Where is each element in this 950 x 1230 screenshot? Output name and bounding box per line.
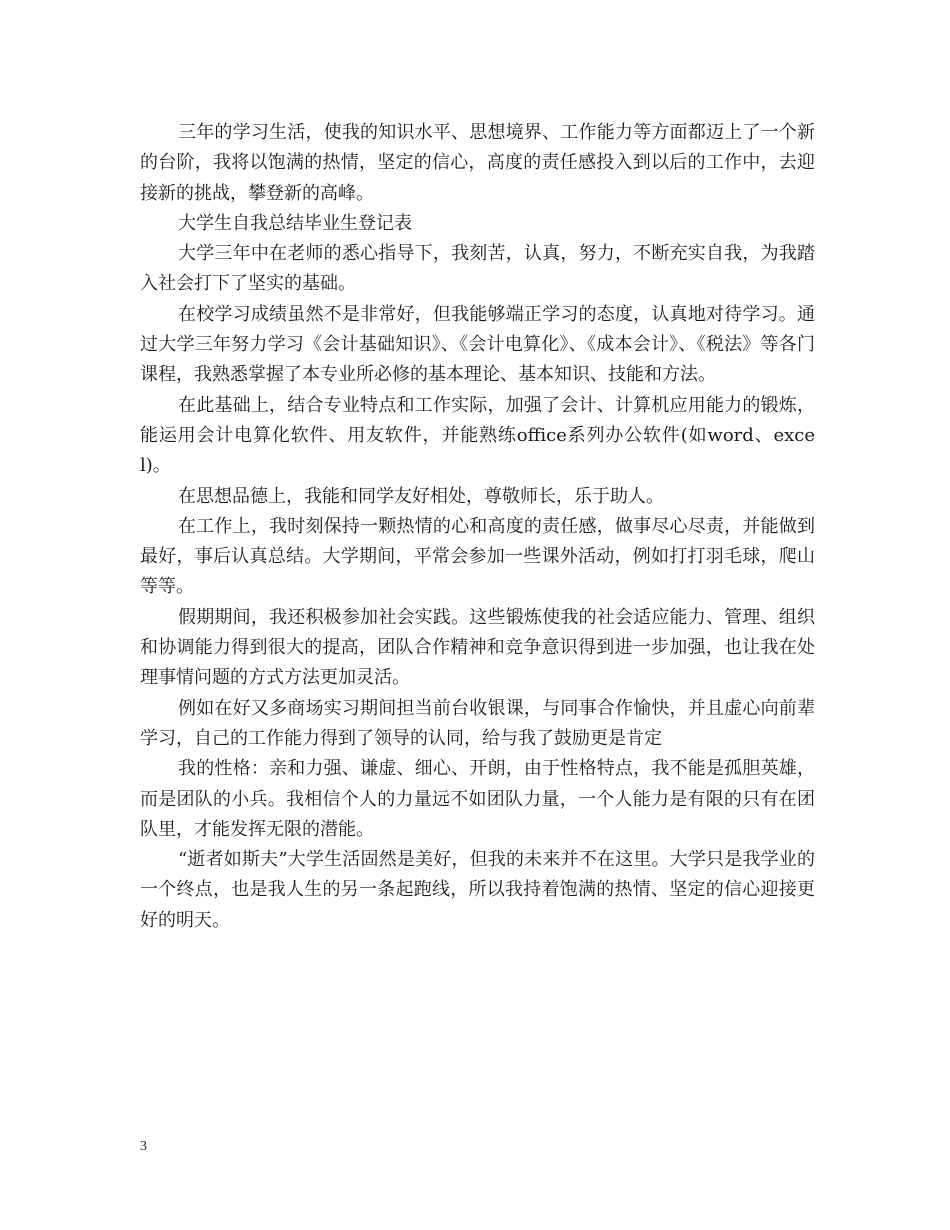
paragraph: 三年的学习生活，使我的知识水平、思想境界、工作能力等方面都迈上了一个新的台阶，我将以饱满的热情，坚定的信心，高度的责任感投入到以后的工作中，去迎接新的挑战，攀登新的高峰。 [140, 122, 815, 204]
paragraph: 假期期间，我还积极参加社会实践。这些锻炼使我的社会适应能力、管理、组织和协调能力得到很大的提高，团队合作精神和竞争意识得到进一步加强，也让我在处理事情问题的方式方法更加灵活。 [140, 606, 815, 689]
paragraph: 在此基础上，结合专业特点和工作实际，加强了会计、计算机应用能力的锻炼，能运用会计电算化软件、用友软件，并能熟练office系列办公软件(如word、excel)。 [140, 394, 815, 477]
paragraph: 例如在好又多商场实习期间担当前台收银课，与同事合作愉快，并且虚心向前辈学习，自己的工作能力得到了领导的认同，给与我了鼓励更是肯定 [140, 697, 815, 749]
paragraph: 在工作上，我时刻保持一颗热情的心和高度的责任感，做事尽心尽责，并能做到最好，事后认真总结。大学期间，平常会参加一些课外活动，例如打打羽毛球，爬山等等。 [140, 515, 815, 598]
page-number: 3 [140, 1139, 147, 1154]
document-body [140, 118, 815, 936]
paragraph: 我的性格：亲和力强、谦虚、细心、开朗，由于性格特点，我不能是孤胆英雄，而是团队的小兵。我相信个人的力量远不如团队力量，一个人能力是有限的只有在团队里，才能发挥无限的潜能。 [140, 758, 815, 840]
paragraph: “逝者如斯夫”大学生活固然是美好，但我的未来并不在这里。大学只是我学业的一个终点，也是我人生的另一条起跑线，所以我持着饱满的热情、坚定的信心迎接更好的明天。 [140, 849, 815, 931]
paragraph: 在校学习成绩虽然不是非常好，但我能够端正学习的态度，认真地对待学习。通过大学三年努力学习《会计基础知识》、《会计电算化》、《成本会计》、《税法》等各门课程，我熟悉掌握了本专业所必修的基本理论、基本知识、技能和方法。 [140, 303, 815, 386]
paragraph: 大学三年中在老师的悉心指导下，我刻苦，认真，努力，不断充实自我，为我踏入社会打下了坚实的基础。 [140, 243, 815, 295]
section-heading: 大学生自我总结毕业生登记表 [178, 212, 412, 234]
paragraph: 在思想品德上，我能和同学友好相处，尊敬师长，乐于助人。 [178, 485, 664, 507]
